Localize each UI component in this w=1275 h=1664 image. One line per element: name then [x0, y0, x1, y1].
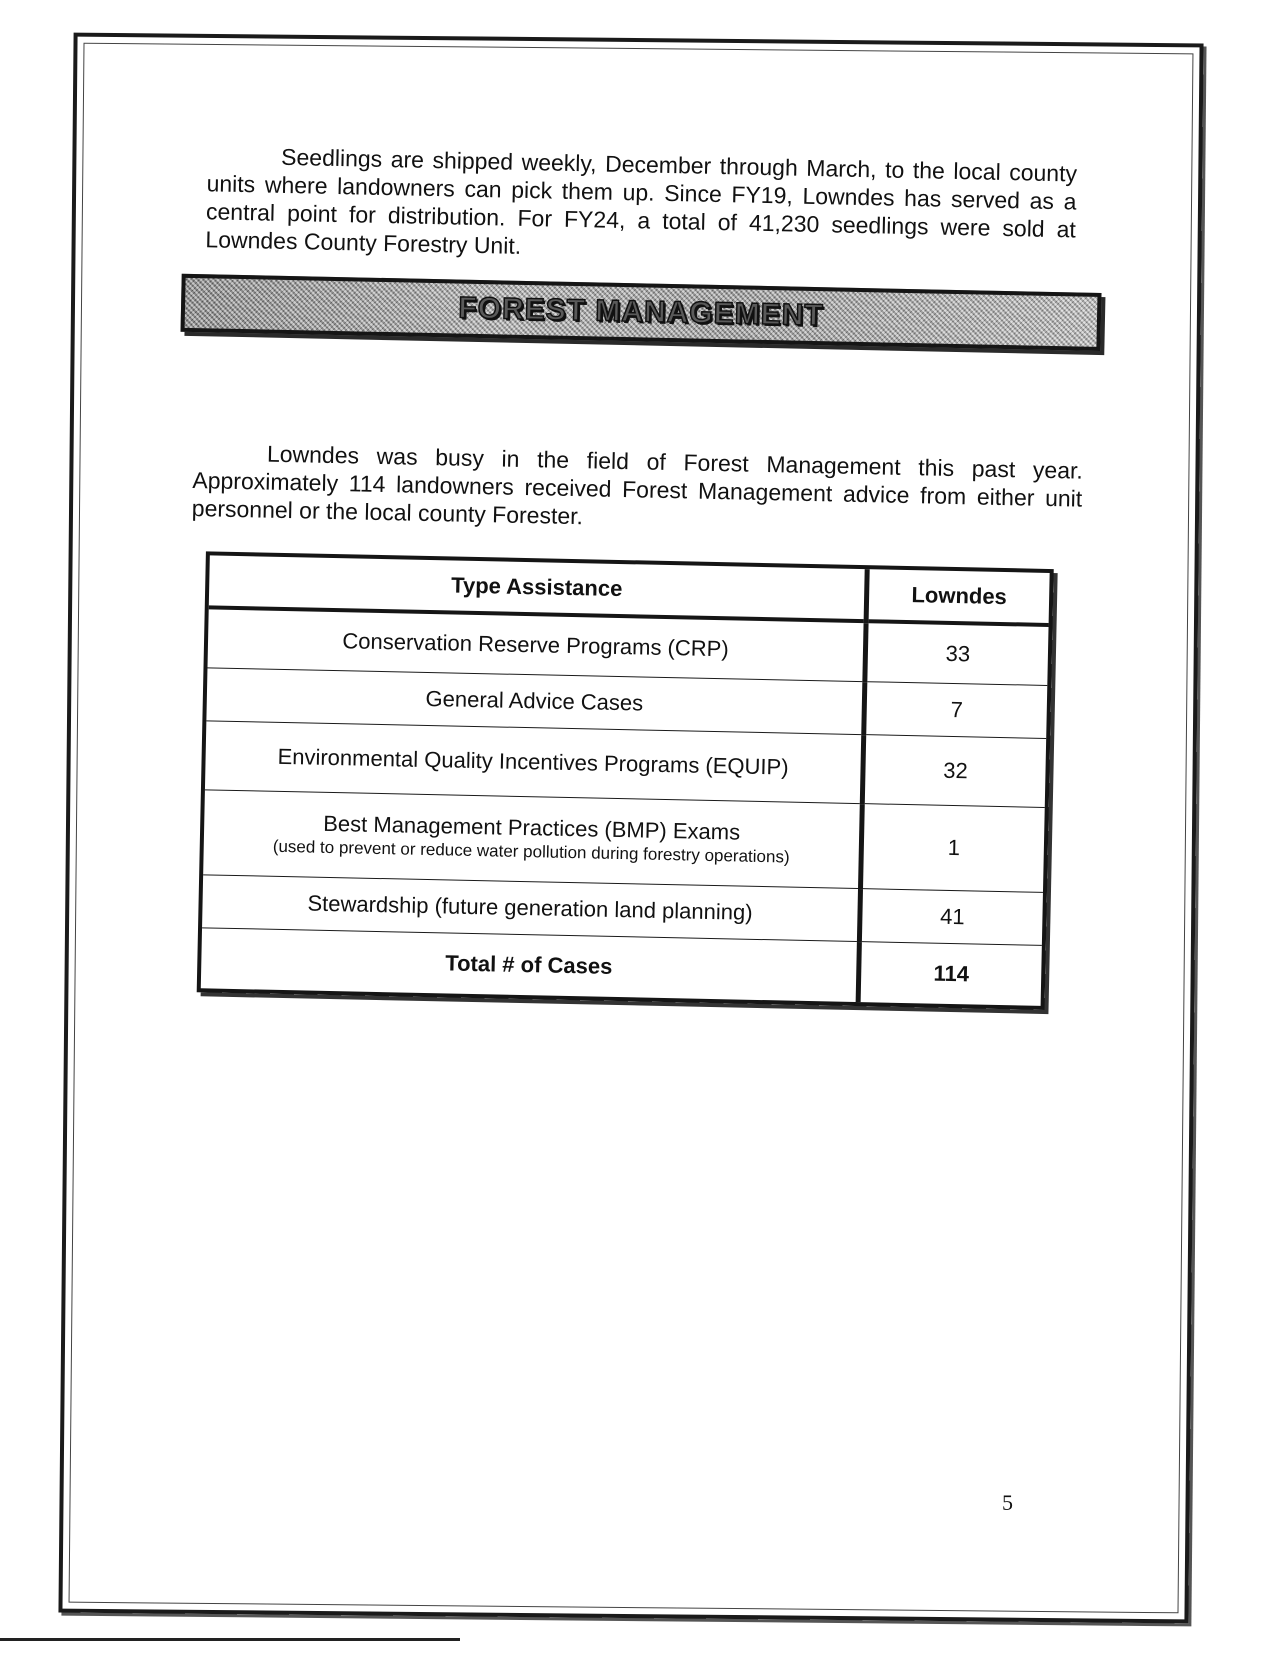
row-type-label: Environmental Quality Incentives Programs (EQUIP)	[205, 721, 864, 804]
row-value: 7	[864, 682, 1048, 739]
page-number: 5	[1002, 1490, 1013, 1515]
header-lowndes: Lowndes	[866, 569, 1050, 625]
row-type-note: (used to prevent or reduce water pollution during forestry operations)	[272, 836, 790, 867]
forest-management-paragraph: Lowndes was busy in the field of Forest Management this past year. Approximately 114 landowners received Forest Management advice from either unit personnel or the local county Forester.	[191, 440, 1084, 530]
row-type-cell	[203, 790, 862, 889]
row-value: 33	[865, 621, 1049, 685]
total-value: 114	[858, 942, 1042, 1006]
row-type-label: Best Management Practices (BMP) Exams	[323, 810, 741, 845]
row-type-label: Conservation Reserve Programs (CRP)	[207, 607, 866, 681]
header-type-assistance: Type Assistance	[209, 555, 867, 621]
section-banner	[181, 274, 1102, 351]
row-value: 32	[862, 735, 1046, 808]
assistance-table	[197, 551, 1054, 1010]
row-value: 41	[859, 889, 1043, 946]
seedlings-paragraph: Seedlings are shipped weekly, December through March, to the local county units where landowners can pick them up. Since FY19, Lowndes has served as a central point for distribution. For FY24, a total of 41,230 seedlings were sold at Lowndes County Forestry Unit.	[205, 143, 1078, 259]
row-value: 1	[861, 804, 1045, 893]
section-title: FOREST MANAGEMENT	[458, 291, 825, 333]
row-type-label: Stewardship (future generation land planning)	[202, 875, 860, 942]
total-label: Total # of Cases	[201, 928, 860, 1002]
scan-edge-line	[0, 1638, 460, 1641]
row-type-label: General Advice Cases	[206, 668, 864, 735]
